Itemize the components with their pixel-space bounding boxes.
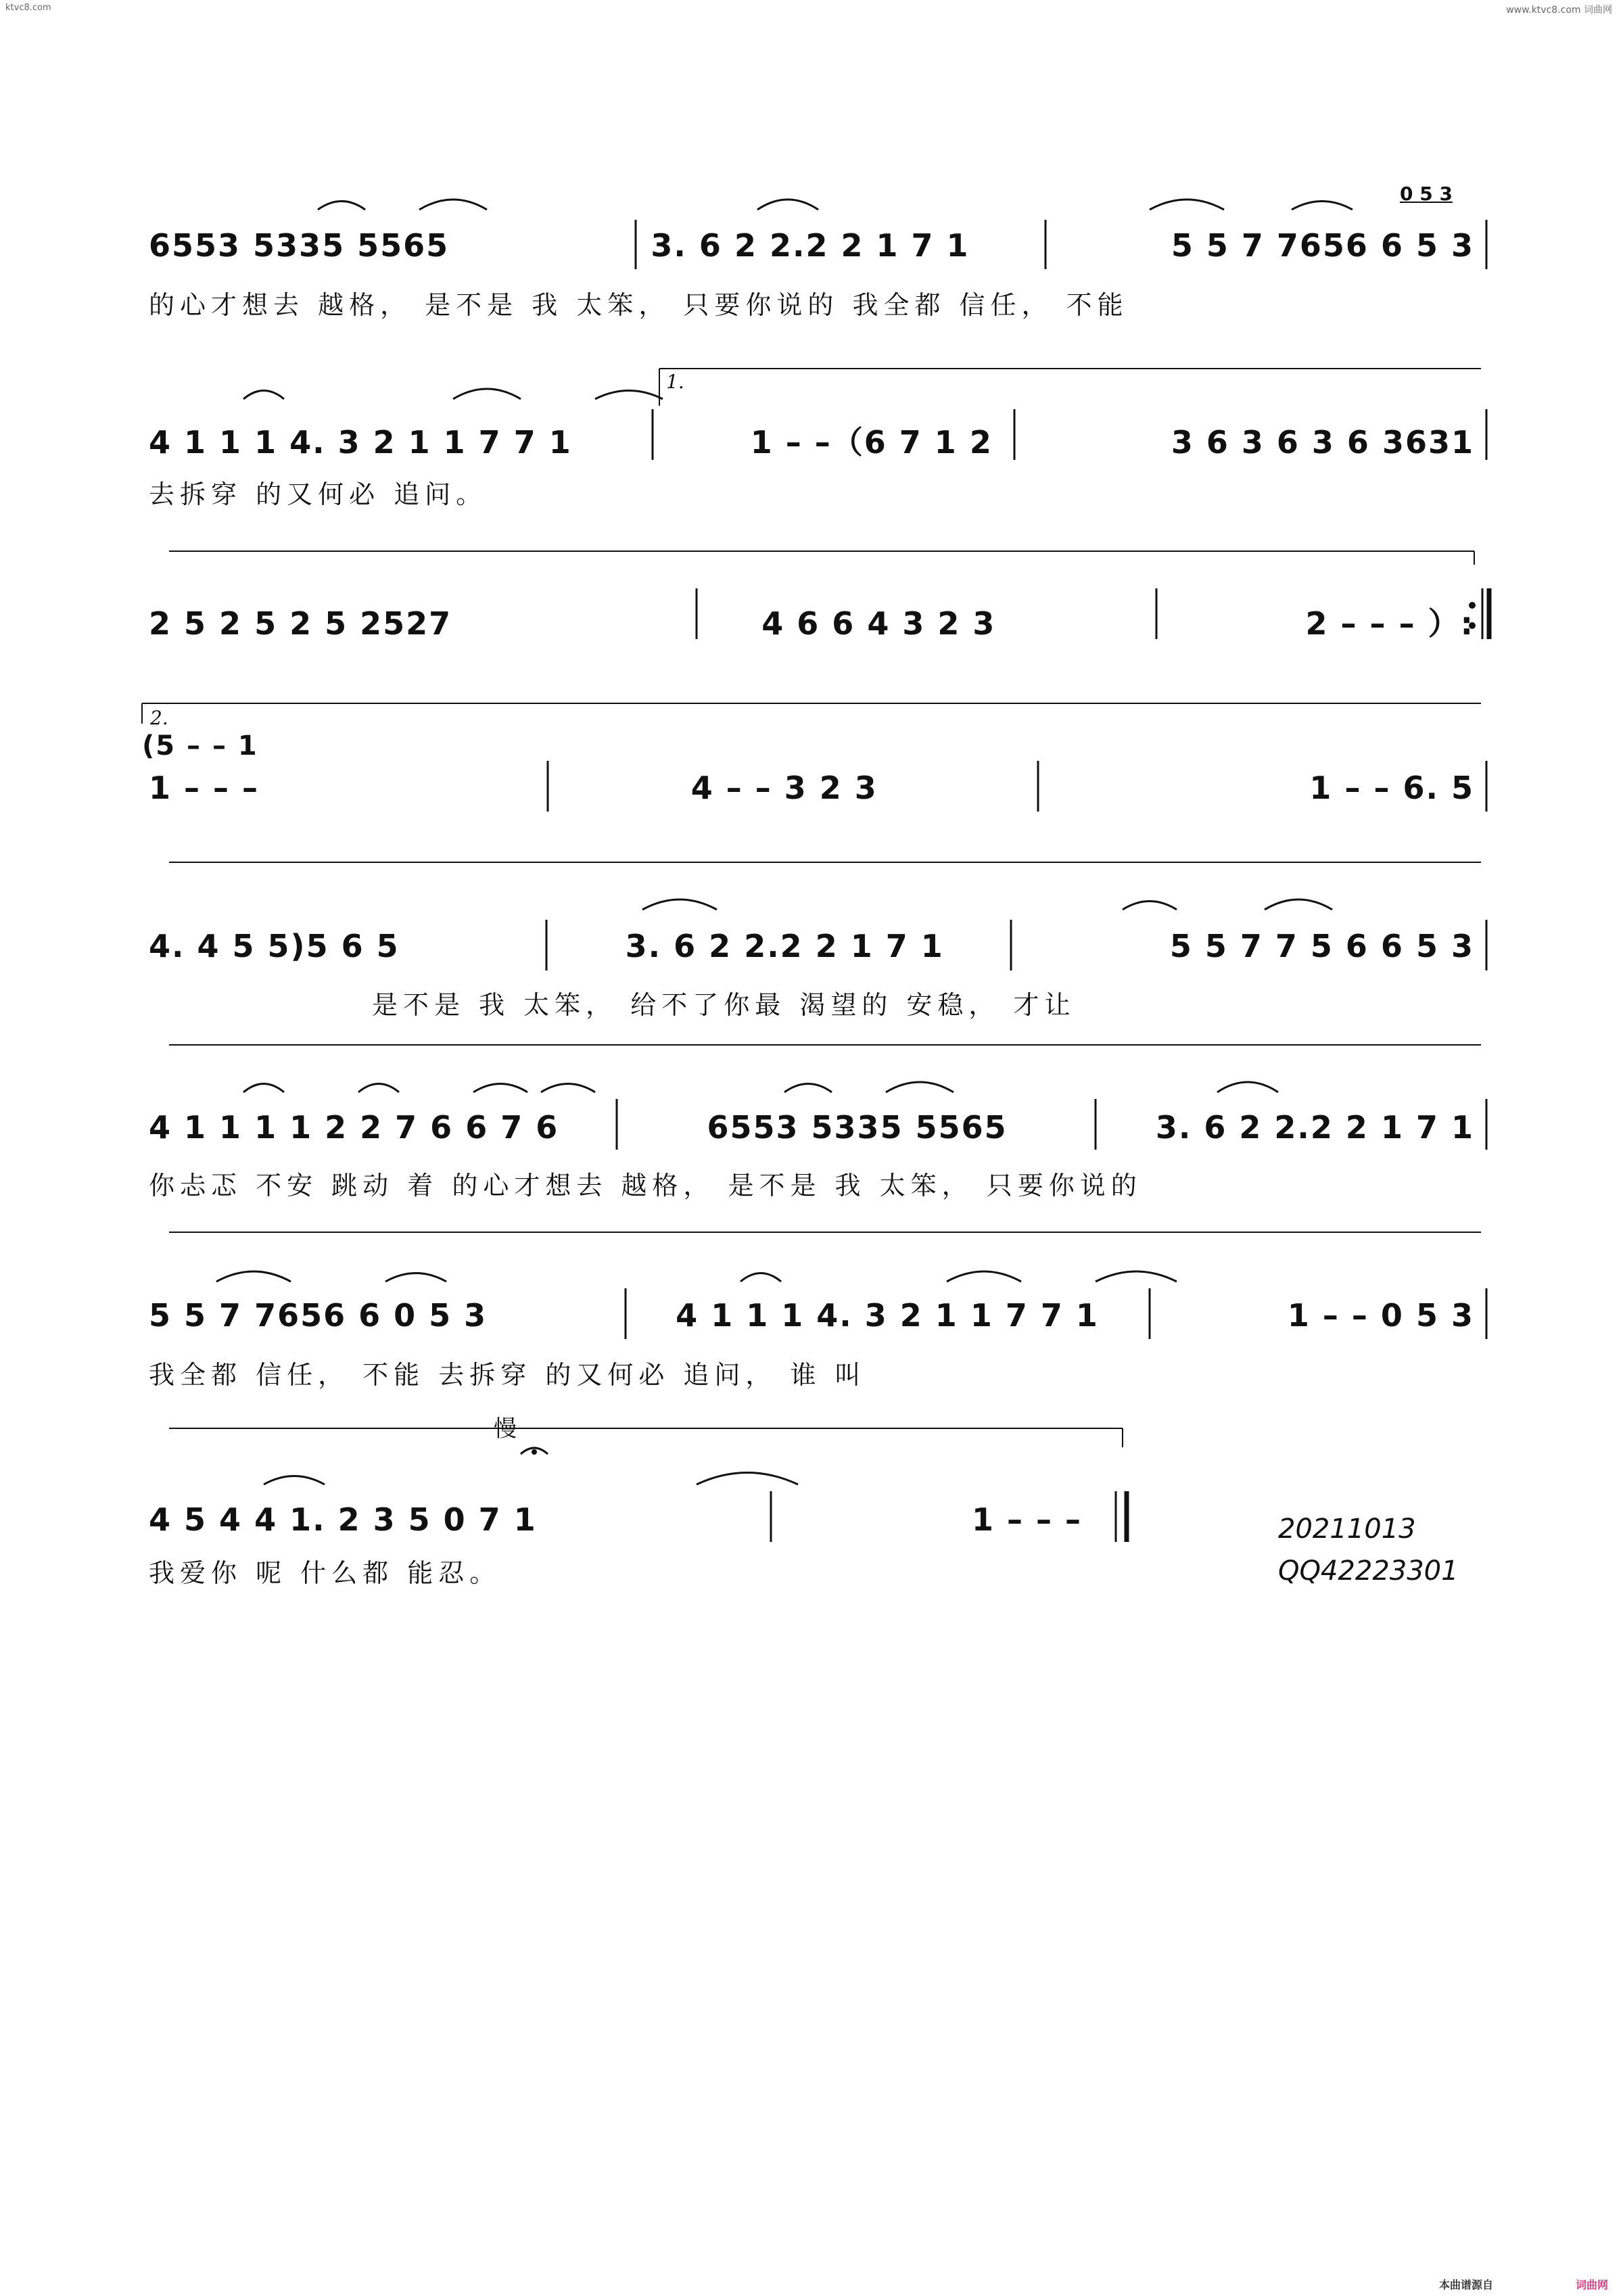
- tempo-mark: 慢: [494, 1415, 517, 1443]
- measure: 1 – – 0 5 3: [1287, 1297, 1474, 1334]
- lyrics-line-5: 是不是 我 太笨， 给不了你最 渴望的 安稳， 才让: [372, 990, 1076, 1020]
- measure: 3 6 3 6 3 6 3631: [1171, 424, 1474, 461]
- measure: 4 1 1 1 1 2 2 7 6 6 7 6: [149, 1109, 559, 1146]
- measure: 6553 5335 5565: [149, 227, 450, 264]
- measure: 3. 6 2 2.2 2 1 7 1: [1155, 1109, 1474, 1146]
- measure: 4 1 1 1 4. 3 2 1 1 7 7 1: [149, 424, 572, 461]
- overlay-notes: (5 – – 1: [142, 730, 258, 762]
- volta-1-label: 1.: [666, 371, 684, 393]
- measure: 4 6 6 4 3 2 3: [761, 605, 996, 642]
- date-stamp: 20211013: [1278, 1514, 1416, 1545]
- measure: 4 – – 3 2 3: [690, 770, 878, 806]
- lyrics-line-7: 我全都 信任， 不能 去拆穿 的又何必 追问， 谁 叫: [149, 1360, 866, 1390]
- measure: 5 5 7 7 5 6 6 5 3: [1169, 928, 1474, 964]
- measure: 1 – – –: [149, 770, 260, 806]
- notes-line-8: [149, 1501, 1082, 1538]
- measure: 5 5 7 7656 6 5 3: [1171, 227, 1474, 264]
- measure: 4 5 4 4 1. 2 3 5 0 7 1: [149, 1501, 537, 1538]
- lyrics-line-6: 你忐忑 不安 跳动 着 的心才想去 越格， 是不是 我 太笨， 只要你说的: [149, 1171, 1142, 1200]
- measure: 2 5 2 5 2 5 2527: [149, 605, 452, 642]
- lyrics-line-8: 我爱你 呢 什么都 能忍。: [149, 1558, 501, 1588]
- measure: 6553 5335 5565: [707, 1109, 1008, 1146]
- measure: 2 – – – ）:: [1305, 605, 1474, 642]
- measure: 4. 4 5 5)5 6 5: [149, 928, 400, 964]
- footer-source-label: 本曲谱源自: [1439, 2278, 1494, 2291]
- measure: 3. 6 2 2.2 2 1 7 1: [625, 928, 944, 964]
- header-site-label: ktvc8.com: [5, 3, 51, 13]
- lyrics-line-1: 的心才想去 越格， 是不是 我 太笨， 只要你说的 我全都 信任， 不能: [149, 290, 1129, 320]
- measure: 1 – –（6 7 1 2: [750, 424, 993, 461]
- lyrics-line-2: 去拆穿 的又何必 追问。: [149, 479, 488, 509]
- measure: 1 – – 6. 5: [1309, 770, 1474, 806]
- pickup-notes: 0 5 3: [1400, 183, 1453, 205]
- footer-site-link[interactable]: 词曲网: [1576, 2278, 1609, 2291]
- measure: 5 5 7 7656 6 0 5 3: [149, 1297, 488, 1334]
- measure: 1 – – –: [971, 1501, 1082, 1538]
- measure: 4 1 1 1 4. 3 2 1 1 7 7 1: [676, 1297, 1099, 1334]
- qq-stamp: QQ42223301: [1278, 1555, 1459, 1587]
- measure: 3. 6 2 2.2 2 1 7 1: [651, 227, 970, 264]
- header-site-link[interactable]: www.ktvc8.com 词曲网: [1506, 5, 1612, 16]
- volta-2-label: 2.: [150, 707, 168, 729]
